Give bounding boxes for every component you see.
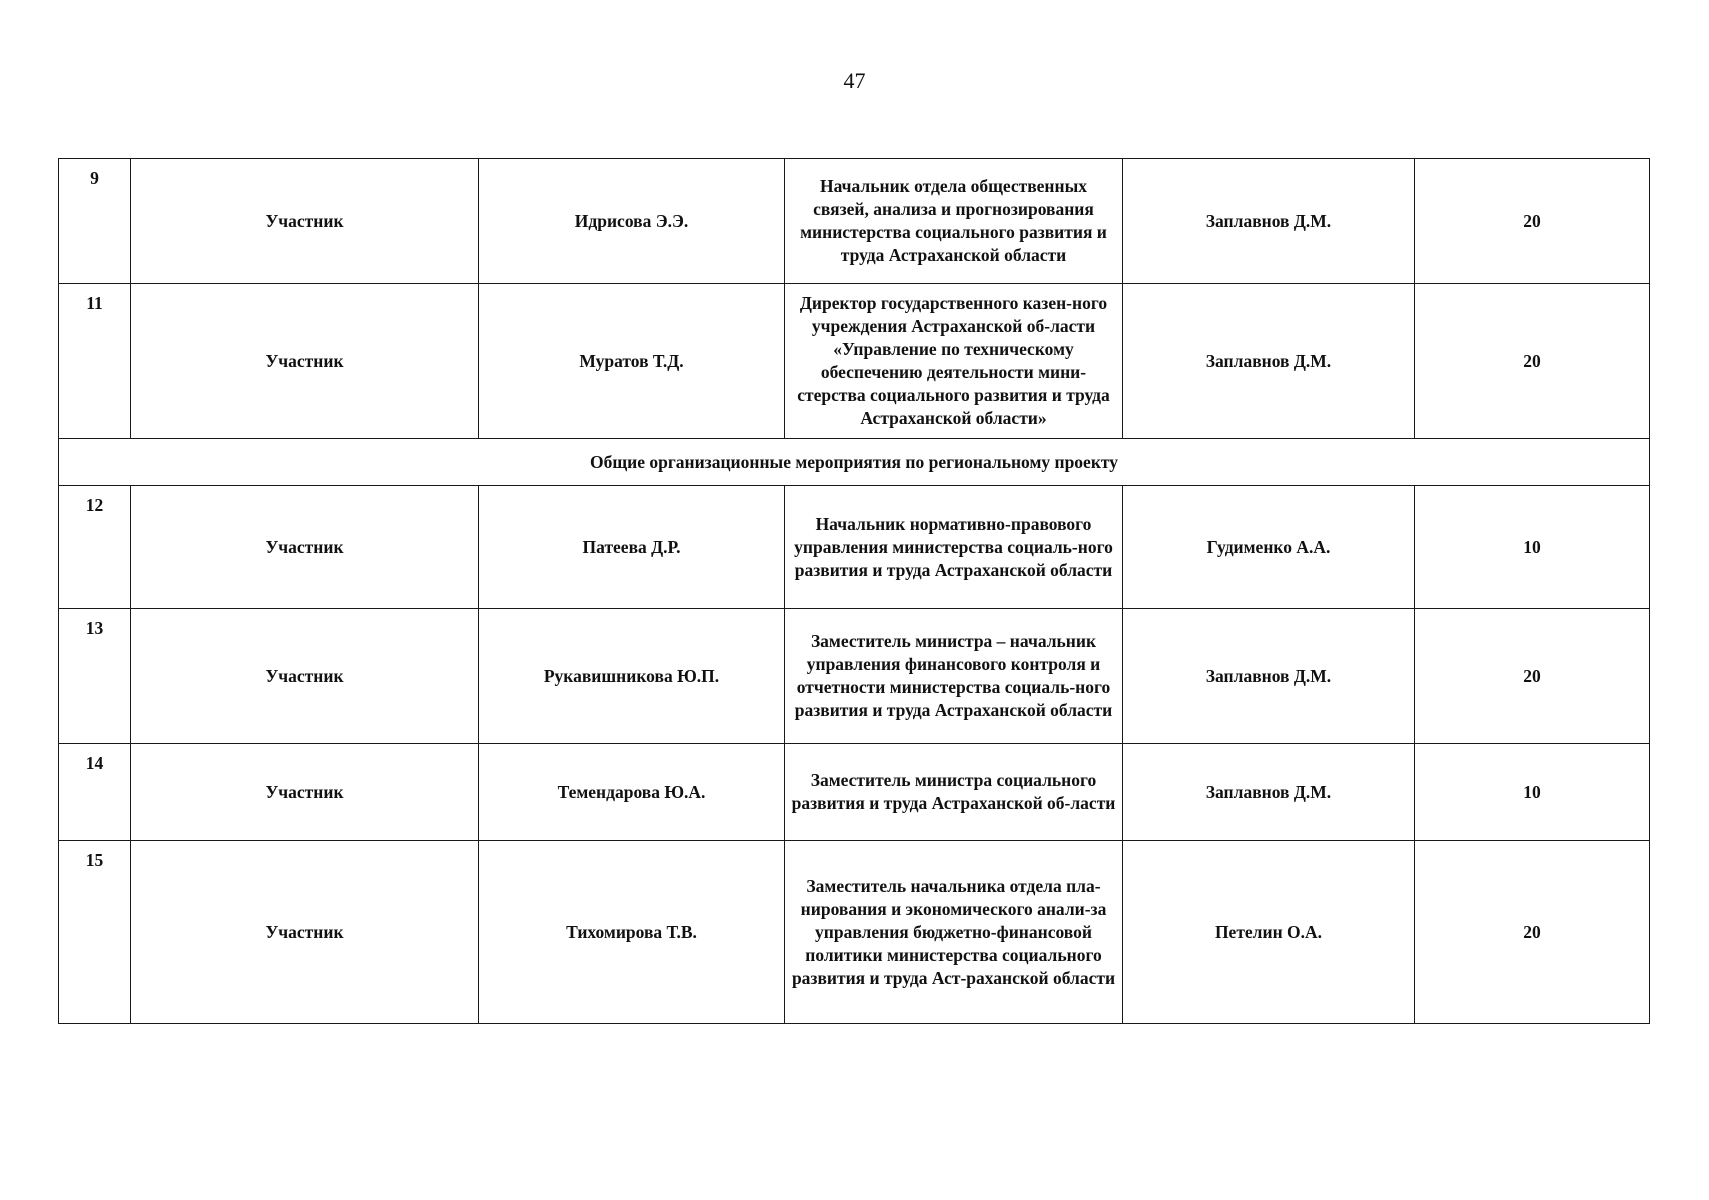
position-cell: Заместитель министра социального развития и труда Астраханской об-ласти [785,744,1123,841]
table-row [59,744,1650,841]
position-cell: Начальник отдела общественных связей, анализа и прогнозирования министерства социального развития и труда Астраханской области [785,159,1123,284]
table-row [59,284,1650,439]
value-cell: 20 [1415,841,1650,1024]
section-row [59,439,1650,486]
head-cell: Гудименко А.А. [1123,486,1415,609]
position-cell: Начальник нормативно-правового управления министерства социаль-ного развития и труда Астраханской области [785,486,1123,609]
role-cell: Участник [131,159,479,284]
head-cell: Заплавнов Д.М. [1123,284,1415,439]
participants-table [58,158,1650,1024]
section-title: Общие организационные мероприятия по региональному проекту [59,439,1650,486]
role-cell: Участник [131,609,479,744]
table-row [59,159,1650,284]
position-cell: Заместитель начальника отдела пла-нирования и экономического анали-за управления бюджетно-финансовой политики министерства социального развития и труда Аст-раханской области [785,841,1123,1024]
row-number: 12 [59,486,131,609]
value-cell: 20 [1415,284,1650,439]
name-cell: Патеева Д.Р. [479,486,785,609]
name-cell: Идрисова Э.Э. [479,159,785,284]
page-number: 47 [843,68,866,93]
position-cell: Заместитель министра – начальник управления финансового контроля и отчетности министерства социаль-ного развития и труда Астраханской области [785,609,1123,744]
table-row [59,841,1650,1024]
name-cell: Муратов Т.Д. [479,284,785,439]
role-cell: Участник [131,744,479,841]
row-number: 11 [59,284,131,439]
position-cell: Директор государственного казен-ного учреждения Астраханской об-ласти «Управление по техническому обеспечению деятельности мини-стерства социального развития и труда Астраханской области» [785,284,1123,439]
head-cell: Петелин О.А. [1123,841,1415,1024]
role-cell: Участник [131,486,479,609]
name-cell: Темендарова Ю.А. [479,744,785,841]
name-cell: Тихомирова Т.В. [479,841,785,1024]
head-cell: Заплавнов Д.М. [1123,609,1415,744]
row-number: 14 [59,744,131,841]
head-cell: Заплавнов Д.М. [1123,744,1415,841]
row-number: 15 [59,841,131,1024]
value-cell: 10 [1415,486,1650,609]
value-cell: 20 [1415,159,1650,284]
role-cell: Участник [131,841,479,1024]
row-number: 9 [59,159,131,284]
value-cell: 20 [1415,609,1650,744]
role-cell: Участник [131,284,479,439]
name-cell: Рукавишникова Ю.П. [479,609,785,744]
value-cell: 10 [1415,744,1650,841]
row-number: 13 [59,609,131,744]
table-row [59,486,1650,609]
table-row [59,609,1650,744]
head-cell: Заплавнов Д.М. [1123,159,1415,284]
